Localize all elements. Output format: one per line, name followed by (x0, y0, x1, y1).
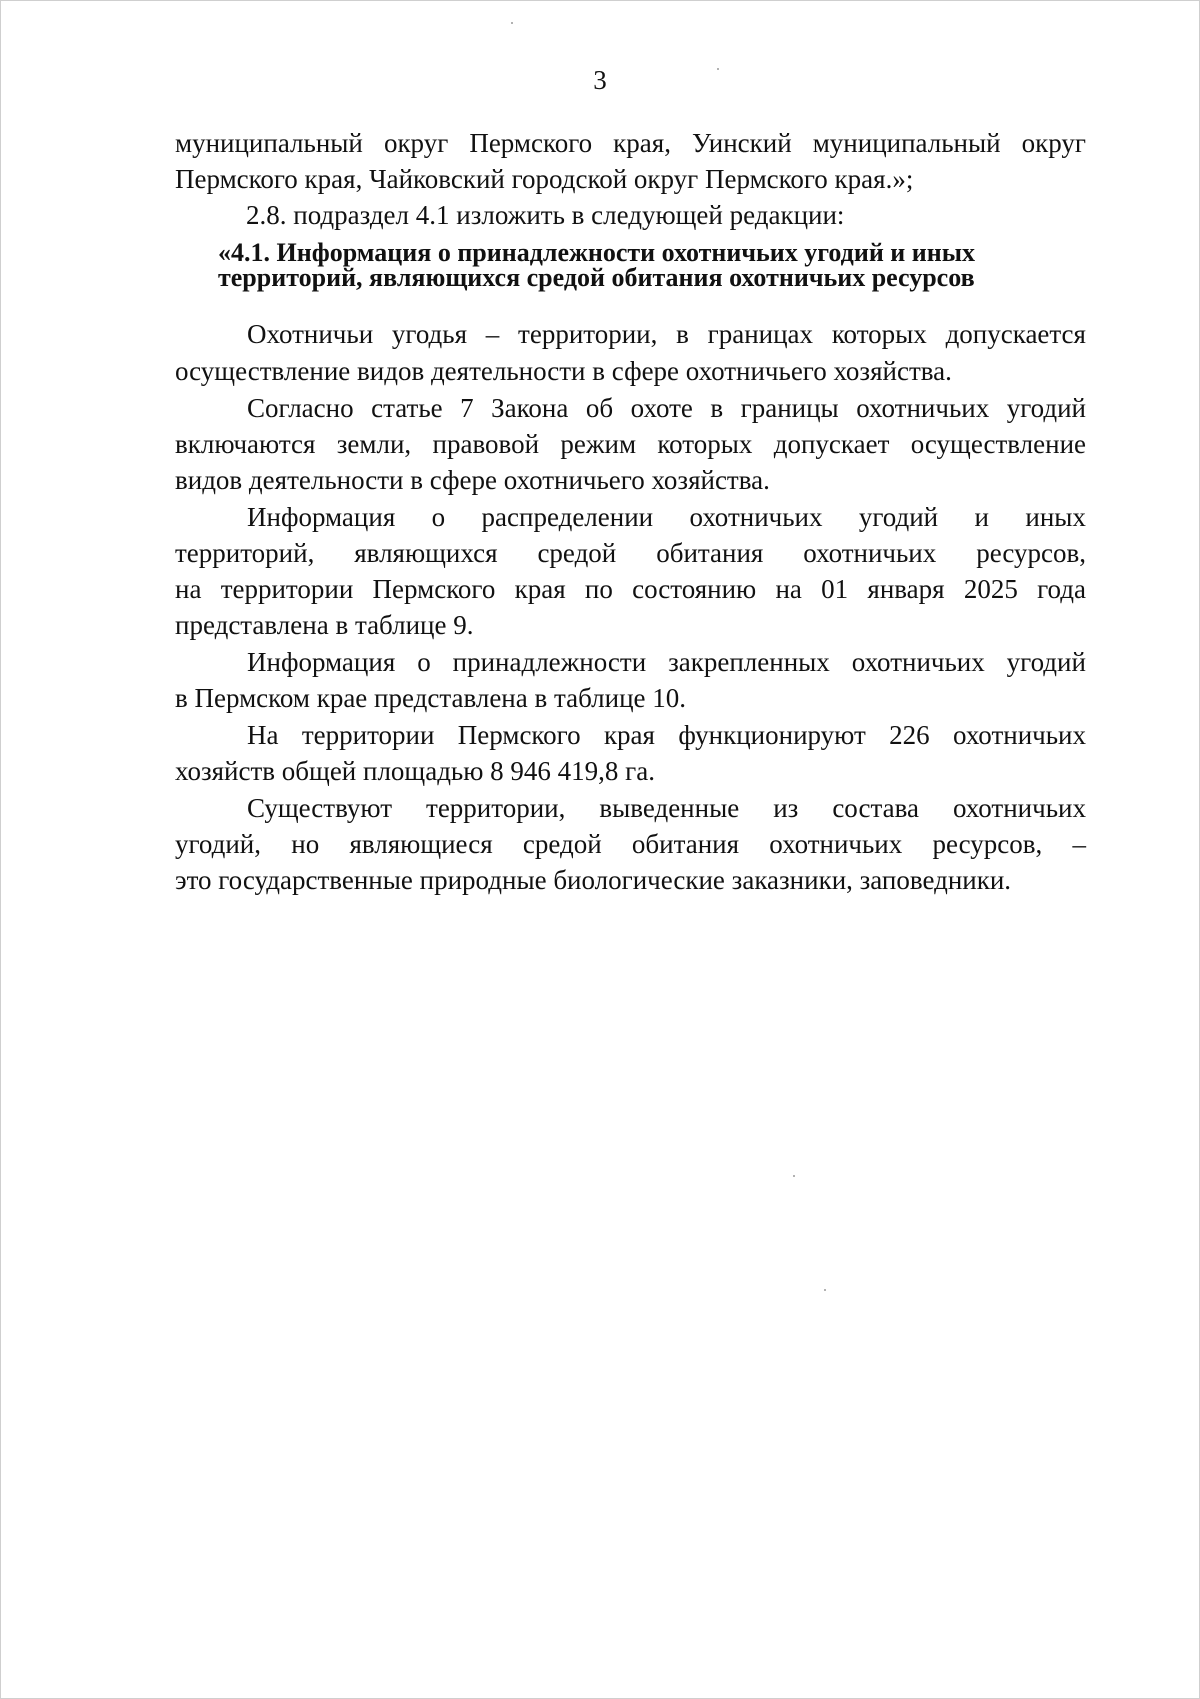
scan-speck (793, 1175, 795, 1177)
page-number: 3 (593, 65, 607, 95)
paragraph-3-line-4: представлена в таблице 9. (175, 610, 474, 640)
word: ресурсов, (932, 829, 1043, 859)
word: охотничьих (851, 647, 985, 677)
word: включаются (175, 429, 316, 459)
paragraph-2-line-1 (247, 390, 1086, 426)
scan-speck (511, 22, 513, 24)
word: земли, (336, 429, 412, 459)
word: но (291, 829, 320, 859)
word: границах (707, 319, 814, 349)
word: территории, (518, 319, 658, 349)
word: допускает (773, 429, 890, 459)
word: На (247, 720, 279, 750)
word: охотничьих (689, 502, 823, 532)
word: края, (613, 128, 671, 158)
word: 01 (821, 574, 849, 604)
paragraph-5-line-1 (247, 717, 1086, 753)
word: средой (522, 829, 602, 859)
word: обитания (631, 829, 740, 859)
word: состава (832, 793, 919, 823)
paragraph-4-line-2: в Пермском крае представлена в таблице 10. (175, 683, 687, 713)
paragraph-3-line-1 (247, 499, 1086, 535)
word: в (676, 319, 689, 349)
word: по (584, 574, 613, 604)
word: в (710, 393, 724, 423)
word: которых (831, 319, 927, 349)
word: 226 (889, 720, 930, 750)
word: охотничьих (769, 829, 903, 859)
word: территорий, (175, 538, 315, 568)
word: округ (383, 128, 449, 158)
word: Пермского (457, 720, 581, 750)
scan-speck (717, 68, 719, 70)
word: угодий (858, 502, 939, 532)
word: – (485, 319, 500, 349)
scan-speck (824, 1289, 826, 1291)
paragraph-6-line-2 (175, 826, 1086, 862)
word: Пермского (372, 574, 496, 604)
word: ресурсов, (976, 538, 1086, 568)
word: 7 (460, 393, 474, 423)
word: охотничьих (803, 538, 937, 568)
word: допускается (945, 319, 1086, 349)
paragraph-3-line-3 (175, 571, 1086, 607)
paragraph-3-line-2 (175, 535, 1086, 571)
word: являющихся (354, 538, 498, 568)
paragraph-1-line-1 (247, 316, 1086, 352)
word: принадлежности (452, 647, 647, 677)
word: средой (537, 538, 617, 568)
word: охотничьих (953, 720, 1086, 750)
word: о (431, 502, 446, 532)
word: режим (560, 429, 637, 459)
word: угодья (391, 319, 468, 349)
word: территории (301, 720, 435, 750)
word: осуществление (910, 429, 1086, 459)
word: угодий, (175, 829, 262, 859)
paragraph-5-line-2: хозяйств общей площадью 8 946 419,8 га. (175, 756, 655, 786)
word: Пермского (469, 128, 593, 158)
word: территории, (426, 793, 566, 823)
word: Закона (491, 393, 569, 423)
word: – (1072, 829, 1086, 859)
word: обитания (656, 538, 764, 568)
amendment-instruction: 2.8. подраздел 4.1 изложить в следующей редакции: (246, 200, 845, 230)
word: угодий (1006, 647, 1086, 677)
paragraph-2-line-2 (175, 426, 1086, 462)
word: года (1037, 574, 1086, 604)
word: Существуют (247, 793, 393, 823)
word: охотничьих (856, 393, 990, 423)
word: Информация (247, 502, 396, 532)
word: охотничьих (952, 793, 1086, 823)
section-heading-line-2: территорий, являющихся средой обитания охотничьих ресурсов (218, 263, 975, 292)
word: на (175, 574, 202, 604)
section-heading-line-1: «4.1. Информация о принадлежности охотничьих угодий и иных (218, 238, 976, 267)
word: Охотничьи (247, 319, 374, 349)
word: являющиеся (349, 829, 493, 859)
word: состоянию (632, 574, 757, 604)
paragraph-2-line-3: видов деятельности в сфере охотничьего хозяйства. (175, 465, 770, 495)
intro-line-1 (175, 125, 1086, 161)
word: муниципальный (175, 128, 363, 158)
word: территории (220, 574, 354, 604)
word: которых (657, 429, 753, 459)
word: края (603, 720, 655, 750)
word: распределении (481, 502, 654, 532)
paragraph-6-line-1 (247, 790, 1086, 826)
word: об (585, 393, 614, 423)
word: края (514, 574, 566, 604)
word: выведенные (599, 793, 740, 823)
word: границы (740, 393, 839, 423)
paragraph-4-line-1 (247, 644, 1086, 680)
word: Информация (247, 647, 396, 677)
word: иных (1025, 502, 1086, 532)
word: охоте (630, 393, 693, 423)
paragraph-6-line-3: это государственные природные биологические заказники, заповедники. (175, 865, 1012, 895)
word: угодий (1006, 393, 1086, 423)
word: округ (1021, 128, 1086, 158)
word: Согласно (247, 393, 354, 423)
paragraph-1-line-2: осуществление видов деятельности в сфере охотничьего хозяйства. (175, 356, 952, 386)
word: муниципальный (812, 128, 1001, 158)
word: правовой (432, 429, 540, 459)
word: из (773, 793, 799, 823)
intro-line-2: Пермского края, Чайковский городской округ Пермского края.»; (175, 164, 914, 194)
word: и (974, 502, 989, 532)
word: Уинский (692, 128, 792, 158)
word: закрепленных (668, 647, 830, 677)
word: на (775, 574, 802, 604)
word: января (867, 574, 945, 604)
word: статье (371, 393, 443, 423)
word: 2025 (963, 574, 1018, 604)
word: о (417, 647, 431, 677)
word: функционируют (678, 720, 866, 750)
